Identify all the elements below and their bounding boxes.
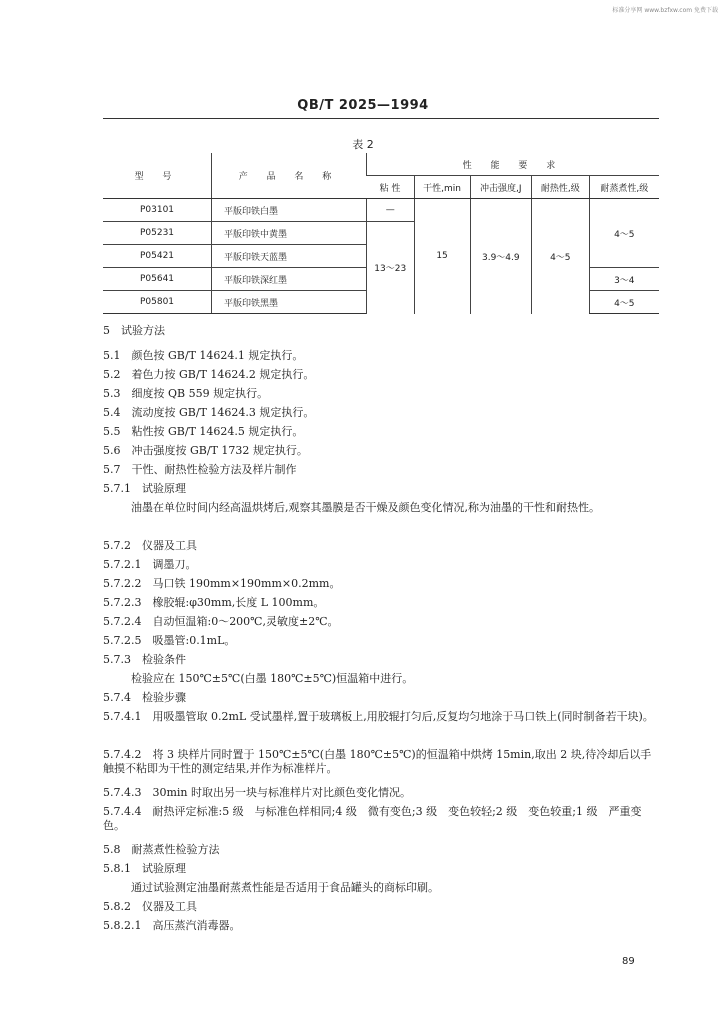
subheader-drying: 干性,min	[414, 176, 470, 199]
section-line: 5.3 细度按 QB 559 规定执行。	[103, 387, 269, 400]
section-line: 5.4 流动度按 GB/T 14624.3 规定执行。	[103, 406, 315, 419]
standard-code-header: QB/T 2025—1994	[297, 98, 429, 113]
section-line: 5.7.2.3 橡胶辊:φ30mm,长度 L 100mm。	[103, 596, 325, 609]
section-line: 5.7.2.1 调墨刀。	[103, 558, 197, 571]
subheader-cook: 耐蒸煮性,级	[589, 176, 659, 199]
section-line: 5.7.2.5 吸墨管:0.1mL。	[103, 634, 236, 647]
table-cell-cook: 4～5	[589, 291, 659, 314]
section-line: 5.1 颜色按 GB/T 14624.1 规定执行。	[103, 349, 304, 362]
col-header-performance: 性 能 要 求	[367, 153, 660, 176]
table-cell-name: 平版印铁天蓝墨	[212, 245, 367, 268]
section-line: 5.5 粘性按 GB/T 14624.5 规定执行。	[103, 425, 304, 438]
table-cell-name: 平版印铁中黄墨	[212, 222, 367, 245]
section-line: 5.7.2.2 马口铁 190mm×190mm×0.2mm。	[103, 577, 341, 590]
section-line: 5.7.4.4 耐热评定标准:5 级 与标准色样相同;4 级 微有变色;3 级 变色较轻;2 级 变色较重;1 级 严重变色。	[103, 805, 642, 832]
col-header-name: 产 品 名 称	[212, 153, 367, 199]
section-line: 5.7.3 检验条件	[103, 653, 186, 666]
section-heading: 5 试验方法	[103, 324, 165, 337]
table-cell-cook: 4～5	[589, 199, 659, 268]
table-cell-model: P05231	[103, 222, 212, 245]
subheader-viscosity: 粘 性	[367, 176, 415, 199]
section-line: 5.8 耐蒸煮性检验方法	[103, 843, 220, 856]
table-cell-impact: 3.9～4.9	[470, 199, 531, 314]
table-cell-name: 平版印铁白墨	[212, 199, 367, 222]
spec-table	[103, 153, 659, 314]
subheader-heat: 耐热性,级	[532, 176, 590, 199]
table-cell-model: P05801	[103, 291, 212, 314]
section-line: 5.8.1 试验原理	[103, 862, 186, 875]
section-line: 5.7.2 仪器及工具	[103, 539, 197, 552]
section-line: 5.7.4 检验步骤	[103, 691, 186, 704]
table-caption: 表 2	[352, 138, 374, 151]
page-number: 89	[622, 956, 635, 967]
section-line: 5.7.4.1 用吸墨管取 0.2mL 受试墨样,置于玻璃板上,用胶辊打匀后,反复均匀地涂于马口铁上(同时制备若干块)。	[103, 710, 654, 723]
section-line: 5.7.2.4 自动恒温箱:0～200℃,灵敏度±2℃。	[103, 615, 339, 628]
table-cell-viscosity: —	[367, 199, 415, 222]
section-line: 5.7.1 试验原理	[103, 482, 186, 495]
subheader-impact: 冲击强度,J	[470, 176, 531, 199]
paragraph: 油墨在单位时间内经高温烘烤后,观察其墨膜是否干燥及颜色变化情况,称为油墨的干性和耐热性。	[131, 501, 600, 514]
table-cell-drying: 15	[414, 199, 470, 314]
table-cell-cook: 3～4	[589, 268, 659, 291]
table-cell-name: 平版印铁深红墨	[212, 268, 367, 291]
col-header-model: 型 号	[103, 153, 212, 199]
watermark: 标准分享网 www.bzfxw.com 免费下载	[612, 7, 718, 14]
table-cell-model: P03101	[139, 205, 175, 215]
table-cell-model: P05421	[103, 245, 212, 268]
section-line: 5.7.4.2 将 3 块样片同时置于 150℃±5℃(白墨 180℃±5℃)的恒温箱中烘烤 15min,取出 2 块,待冷却后以手触摸不粘即为干性的测定结果,并作为标准样片。	[103, 748, 652, 775]
table-cell-model: P05641	[103, 268, 212, 291]
table-cell-name: 平版印铁黑墨	[212, 291, 367, 314]
section-line: 5.2 着色力按 GB/T 14624.2 规定执行。	[103, 368, 315, 381]
table-cell-heat: 4～5	[532, 199, 590, 314]
paragraph: 通过试验测定油墨耐蒸煮性能是否适用于食品罐头的商标印刷。	[131, 881, 439, 894]
section-line: 5.7 干性、耐热性检验方法及样片制作	[103, 463, 297, 476]
section-line: 5.7.4.3 30min 时取出另一块与标准样片对比颜色变化情况。	[103, 786, 412, 799]
header-rule	[103, 118, 659, 119]
paragraph: 检验应在 150℃±5℃(白墨 180℃±5℃)恒温箱中进行。	[131, 672, 414, 685]
section-line: 5.6 冲击强度按 GB/T 1732 规定执行。	[103, 444, 308, 457]
section-line: 5.8.2 仪器及工具	[103, 900, 197, 913]
table-cell-viscosity: 13～23	[367, 222, 415, 314]
section-line: 5.8.2.1 高压蒸汽消毒器。	[103, 919, 241, 932]
